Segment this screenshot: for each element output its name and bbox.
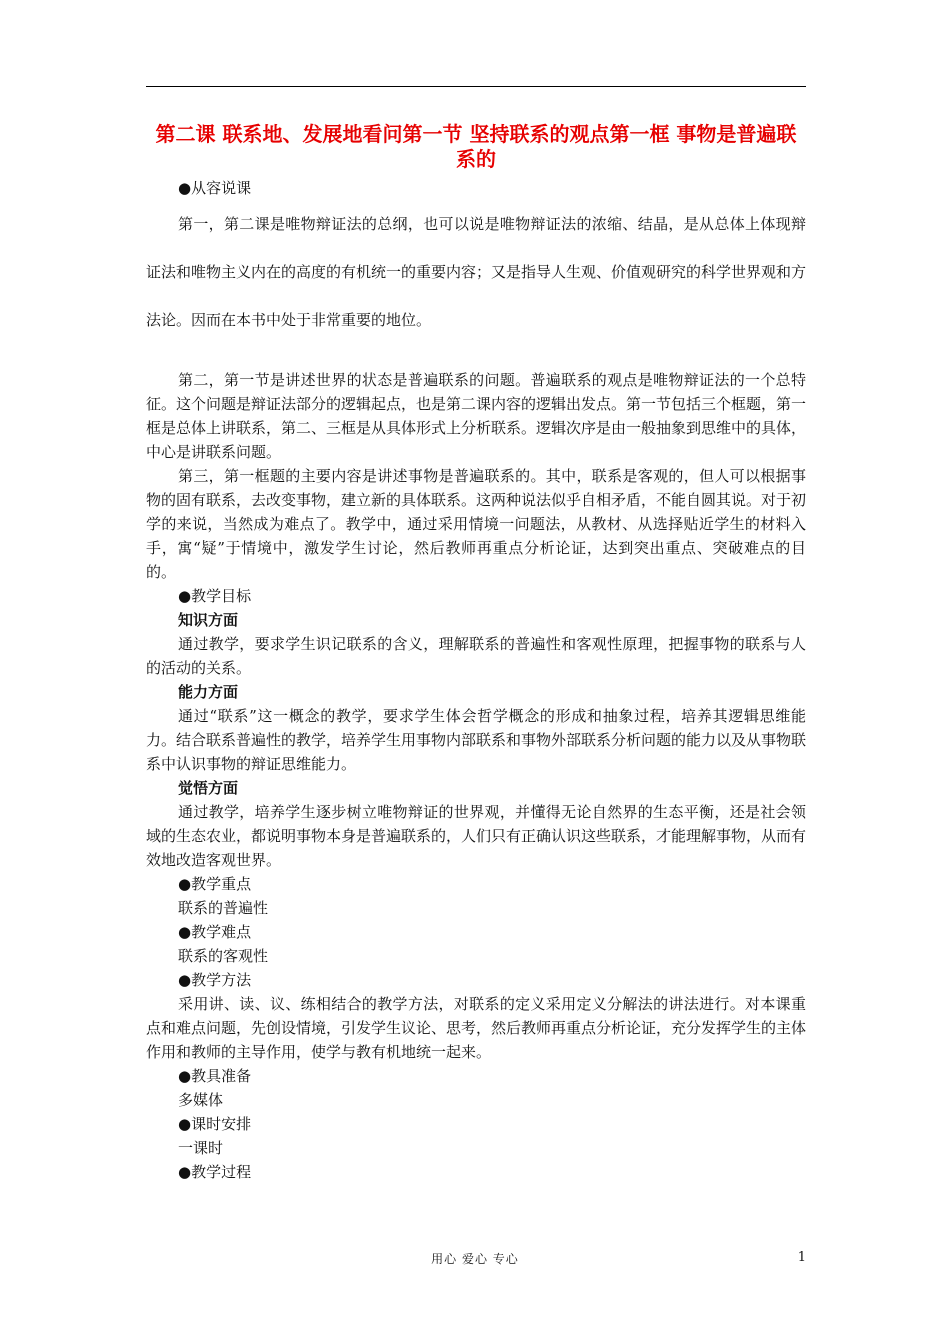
document-body [146, 176, 806, 1184]
key-points-text: 联系的普遍性 [178, 899, 269, 917]
section-heading-key-points: ●教学重点 [178, 875, 252, 893]
subheading-ability: 能力方面 [178, 683, 239, 701]
section-heading-schedule: ●课时安排 [178, 1115, 252, 1133]
footer-motto: 用心 爱心 专心 [431, 1252, 519, 1266]
intro-paragraph-2: 第二，第一节是讲述世界的状态是普遍联系的问题。普遍联系的观点是唯物辩证法的一个总特征。这个问题是辩证法部分的逻辑起点，也是第二课内容的逻辑出发点。第一节包括三个框题，第一框是总体上讲联系，第二、三框是从具体形式上分析联系。逻辑次序是由一般抽象到思维中的具体，中心是讲联系问题。 [146, 371, 807, 461]
subheading-knowledge: 知识方面 [178, 611, 239, 629]
difficulties-text: 联系的客观性 [178, 947, 269, 965]
schedule-text: 一课时 [178, 1139, 224, 1157]
intro-paragraph-3: 第三，第一框题的主要内容是讲述事物是普遍联系的。其中，联系是客观的，但人可以根据事物的固有联系，去改变事物，建立新的具体联系。这两种说法似乎自相矛盾，不能自圆其说。对于初学的来说，当然成为难点了。教学中，通过采用情境一问题法，从教材、从选择贴近学生的材料入手，寓“疑”于情境中，激发学生讨论，然后教师再重点分析论证，达到突出重点、突破难点的目的。 [146, 467, 807, 581]
section-heading-intro: ●从容说课 [178, 179, 252, 197]
section-heading-difficulties: ●教学难点 [178, 923, 252, 941]
section-heading-goals: ●教学目标 [178, 587, 252, 605]
paragraph-spacer [146, 344, 806, 368]
section-heading-tools: ●教具准备 [178, 1067, 252, 1085]
awareness-paragraph: 通过教学，培养学生逐步树立唯物辩证的世界观，并懂得无论自然界的生态平衡，还是社会领域的生态农业，都说明事物本身是普遍联系的，人们只有正确认识这些联系，才能理解事物，从而有效地改造客观世界。 [146, 803, 807, 869]
section-heading-process: ●教学过程 [178, 1163, 252, 1181]
section-heading-method: ●教学方法 [178, 971, 252, 989]
header-rule [146, 86, 806, 87]
ability-paragraph: 通过“联系”这一概念的教学，要求学生体会哲学概念的形成和抽象过程，培养其逻辑思维能力。结合联系普遍性的教学，培养学生用事物内部联系和事物外部联系分析问题的能力以及从事物联系中认识事物的辩证思维能力。 [146, 707, 807, 773]
page-number: 1 [797, 1250, 806, 1265]
intro-paragraph-1: 第一，第二课是唯物辩证法的总纲，也可以说是唯物辩证法的浓缩、结晶，是从总体上体现辩证法和唯物主义内在的高度的有机统一的重要内容；又是指导人生观、价值观研究的科学世界观和方法论。因而在本书中处于非常重要的地位。 [146, 215, 807, 329]
method-paragraph: 采用讲、读、议、练相结合的教学方法，对联系的定义采用定义分解法的讲法进行。对本课重点和难点问题，先创设情境，引发学生议论、思考，然后教师再重点分析论证，充分发挥学生的主体作用和教师的主导作用，使学与教有机地统一起来。 [146, 995, 807, 1061]
document-title: 第二课 联系地、发展地看问第一节 坚持联系的观点第一框 事物是普遍联系的 [155, 122, 797, 171]
knowledge-paragraph: 通过教学，要求学生识记联系的含义，理解联系的普遍性和客观性原理，把握事物的联系与人的活动的关系。 [146, 635, 806, 677]
subheading-awareness: 觉悟方面 [178, 779, 239, 797]
tools-text: 多媒体 [178, 1091, 224, 1109]
